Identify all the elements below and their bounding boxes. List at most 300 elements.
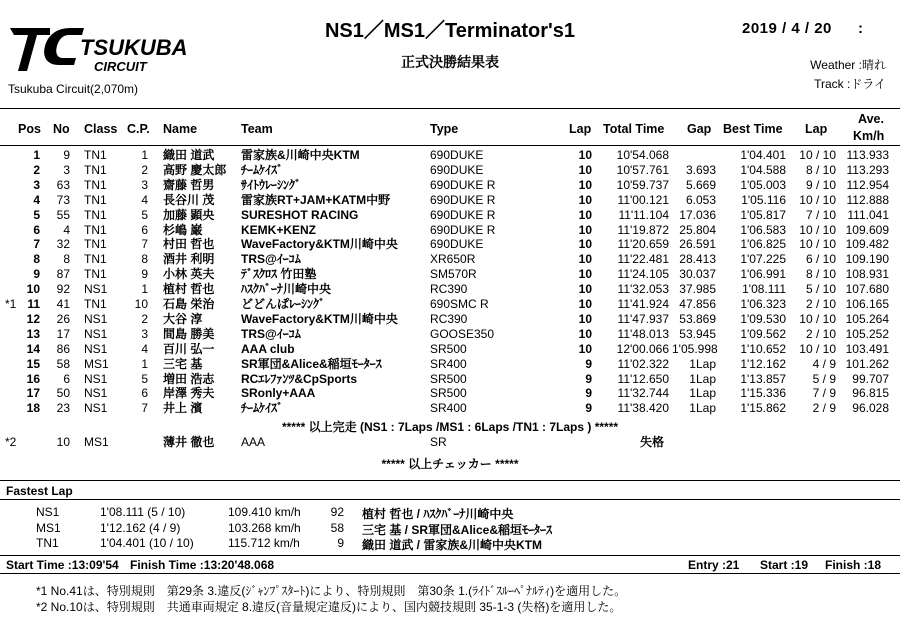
results-table-header	[0, 110, 900, 144]
cell-best: 1'09.562	[740, 326, 786, 341]
cell-name: 加藤 顕央	[163, 207, 215, 222]
cell-gap: 37.985	[679, 282, 716, 297]
cell-blap: 7 / 10	[805, 207, 836, 222]
cell-gap: 25.804	[679, 222, 716, 237]
cell-pos: 2	[33, 162, 40, 177]
fastest-lap-no: 58	[330, 520, 344, 535]
cell-blap: 8 / 10	[805, 267, 836, 282]
cell-lap: 10	[578, 252, 592, 267]
cell-kmh: 111.041	[847, 207, 889, 222]
cell-best: 1'08.111	[742, 282, 786, 297]
cell-gap: 53.945	[679, 326, 716, 341]
disqualified-row	[0, 436, 900, 450]
cell-gap: 5.669	[685, 177, 716, 192]
cell-type: 690DUKE	[430, 237, 484, 252]
footer-bottom-rule	[0, 573, 900, 574]
cell-gap: 6.053	[685, 192, 716, 207]
cell-gap: 26.591	[679, 237, 716, 252]
cell-pos: 14	[26, 341, 40, 356]
cell-cp: 2	[141, 311, 148, 326]
cell-team: ﾁｰﾑｹｲｽﾞ	[241, 162, 284, 177]
cell-best: 1'12.162	[740, 356, 786, 371]
cell-cp: 1	[141, 282, 148, 297]
cell-type: RC390	[430, 282, 468, 297]
cell-total: 11'32.053	[617, 282, 669, 297]
cell-cp: 7	[141, 237, 148, 252]
col-kmh: Km/h	[853, 129, 885, 143]
cell-team: ﾃﾞｽｸﾛｽ 竹田塾	[241, 267, 317, 282]
cell-class: TN1	[84, 148, 107, 162]
cell-lap: 9	[585, 356, 592, 371]
cell-team: 雷家族&川崎中央KTM	[241, 148, 360, 162]
finish-count: Finish :18	[825, 558, 882, 572]
cell-class: TN1	[84, 162, 107, 177]
cell-blap: 10 / 10	[799, 148, 836, 162]
table-row	[0, 253, 900, 267]
table-row	[0, 343, 900, 357]
cell-no: 55	[56, 207, 70, 222]
cell-blap: 10 / 10	[799, 237, 836, 252]
fastest-lap-class: TN1	[36, 536, 59, 550]
cell-type: 690DUKE	[430, 148, 484, 162]
cell-cp: 4	[141, 192, 148, 207]
start-time: Start Time :13:09'54	[6, 558, 119, 572]
cell-gap: 47.856	[679, 297, 716, 311]
fastest-lap-speed: 115.712 km/h	[228, 536, 300, 550]
cell-cp: 5	[141, 371, 148, 386]
cell-type: 690SMC R	[430, 297, 489, 311]
cell-no: 26	[56, 311, 70, 326]
weather-value: 晴れ	[861, 58, 886, 72]
cell-pos: 6	[33, 222, 40, 237]
entry-count: Entry :21	[688, 558, 740, 572]
table-row	[0, 209, 900, 223]
table-row	[0, 298, 900, 312]
cell-team: ﾁｰﾑｹｲｽﾞ	[241, 401, 284, 416]
table-row	[0, 402, 900, 416]
cell-name: 石島 栄治	[163, 297, 215, 311]
col-best-lap: Lap	[805, 122, 828, 136]
cell-team: SRonly+AAA	[241, 386, 316, 401]
cell-best: 1'10.652	[740, 341, 786, 356]
fastest-lap-time: 1'04.401 (10 / 10)	[100, 536, 194, 550]
col-best-time: Best Time	[723, 122, 783, 136]
cell-team: SR軍団&Alice&稲垣ﾓｰﾀｰｽ	[241, 356, 382, 371]
cell-blap: 10 / 10	[799, 341, 836, 356]
table-row	[0, 328, 900, 342]
cell-gap: 28.413	[679, 252, 716, 267]
cell-pos: 16	[26, 371, 40, 386]
cell-pos: 3	[33, 177, 40, 192]
cell-best: 1'15.862	[740, 401, 786, 416]
cell-kmh: 105.252	[845, 326, 889, 341]
cell-cp: 7	[141, 401, 148, 416]
col-cp: C.P.	[127, 122, 150, 136]
cell-lap: 9	[585, 401, 592, 416]
header-bottom-rule	[0, 145, 900, 146]
cell-kmh: 107.680	[845, 282, 889, 297]
cell-type: 690DUKE R	[430, 177, 496, 192]
cell-total: 11'41.924	[617, 297, 669, 311]
cell-kmh: 103.491	[845, 341, 889, 356]
cell-lap: 10	[578, 192, 592, 207]
cell-class: TN1	[84, 297, 107, 311]
dq-no: 10	[56, 435, 70, 449]
cell-type: 690DUKE R	[430, 192, 496, 207]
cell-name: 齋藤 哲男	[163, 177, 215, 192]
cell-team: WaveFactory&KTM川崎中央	[241, 237, 398, 252]
cell-pos: 4	[33, 192, 40, 207]
cell-gap: 1Lap	[689, 401, 716, 416]
cell-blap: 10 / 10	[799, 311, 836, 326]
dq-note: *2	[5, 435, 17, 449]
cell-type: GOOSE350	[430, 326, 495, 341]
table-row	[0, 313, 900, 327]
col-team: Team	[241, 122, 273, 136]
cell-name: 高野 慶太郎	[163, 162, 227, 177]
table-row	[0, 373, 900, 387]
cell-team: ｻｲﾄｳﾚｰｼﾝｸﾞ	[241, 177, 302, 192]
cell-cp: 3	[141, 326, 148, 341]
cell-pos: 1	[33, 148, 40, 162]
cell-type: SM570R	[430, 267, 477, 282]
cell-class: NS1	[84, 386, 108, 401]
cell-cp: 6	[141, 222, 148, 237]
cell-lap: 10	[578, 311, 592, 326]
cell-pos: 18	[26, 401, 40, 416]
cell-no: 58	[56, 356, 70, 371]
cell-best: 1'06.825	[740, 237, 786, 252]
cell-pos: 15	[26, 356, 40, 371]
cell-team: どどんぱﾚｰｼﾝｸﾞ	[241, 297, 326, 311]
cell-note: *1	[5, 297, 17, 311]
cell-lap: 10	[578, 341, 592, 356]
cell-kmh: 106.165	[845, 297, 889, 311]
table-top-rule	[0, 108, 900, 109]
fastest-lap-class: NS1	[36, 505, 60, 519]
cell-lap: 10	[578, 148, 592, 162]
cell-best: 1'04.401	[740, 148, 786, 162]
cell-name: 酒井 利明	[163, 252, 215, 267]
cell-no: 8	[63, 252, 70, 267]
dq-status: 失格	[640, 435, 665, 449]
cell-no: 3	[63, 162, 70, 177]
cell-best: 1'05.116	[741, 192, 786, 207]
cell-pos: 12	[26, 311, 40, 326]
cell-class: NS1	[84, 401, 108, 416]
table-row	[0, 194, 900, 208]
cell-total: 12'00.066	[616, 341, 669, 356]
cell-blap: 2 / 10	[805, 297, 836, 311]
cell-gap: 1Lap	[689, 356, 716, 371]
fastest-lap-top-rule	[0, 480, 900, 481]
cell-class: NS1	[84, 341, 108, 356]
cell-total: 11'19.872	[617, 222, 669, 237]
track-label: Track :	[814, 77, 851, 91]
col-total-time: Total Time	[603, 122, 665, 136]
footer-top-rule	[0, 555, 900, 556]
cell-lap: 9	[585, 371, 592, 386]
cell-class: TN1	[84, 237, 107, 252]
logo-wordmark: TSUKUBA	[80, 35, 188, 60]
time-separator: :	[858, 20, 863, 37]
cell-kmh: 109.482	[845, 237, 889, 252]
cell-team: ﾊｽｸﾊﾞｰﾅ川崎中央	[241, 282, 332, 297]
table-row	[0, 387, 900, 401]
cell-gap: 17.036	[679, 207, 716, 222]
col-name: Name	[163, 122, 198, 136]
cell-total: 10'54.068	[616, 148, 669, 162]
cell-pos: 13	[26, 326, 40, 341]
cell-gap: 53.869	[679, 311, 716, 326]
cell-class: TN1	[84, 192, 107, 207]
cell-blap: 7 / 9	[812, 386, 836, 401]
cell-best: 1'07.225	[740, 252, 786, 267]
cell-cp: 9	[141, 267, 148, 282]
cell-total: 11'12.650	[617, 371, 669, 386]
cell-best: 1'04.588	[740, 162, 786, 177]
cell-gap: 1'05.998	[672, 341, 718, 356]
cell-kmh: 112.888	[846, 192, 889, 207]
cell-name: 大谷 淳	[163, 311, 203, 326]
dq-class: MS1	[84, 435, 109, 449]
table-row	[0, 358, 900, 372]
cell-kmh: 109.190	[845, 252, 889, 267]
cell-total: 11'38.420	[617, 401, 669, 416]
cell-best: 1'06.323	[740, 297, 786, 311]
cell-blap: 8 / 10	[805, 162, 836, 177]
cell-type: SR500	[430, 371, 467, 386]
cell-name: 三宅 基	[163, 356, 203, 371]
fastest-lap-no: 92	[330, 505, 344, 519]
cell-blap: 2 / 10	[805, 326, 836, 341]
cell-best: 1'06.583	[740, 222, 786, 237]
cell-gap: 1Lap	[689, 386, 716, 401]
cell-blap: 4 / 9	[812, 356, 836, 371]
race-date: 2019 / 4 / 20	[742, 20, 832, 37]
cell-class: TN1	[84, 207, 107, 222]
col-gap: Gap	[687, 122, 712, 136]
cell-class: TN1	[84, 177, 107, 192]
cell-class: MS1	[84, 356, 109, 371]
cell-no: 63	[56, 177, 70, 192]
cell-class: NS1	[84, 371, 108, 386]
fastest-lap-row	[0, 536, 900, 551]
cell-best: 1'05.817	[740, 207, 786, 222]
cell-name: 杉嶋 巌	[163, 222, 203, 237]
cell-name: 岸澤 秀夫	[163, 386, 215, 401]
cell-blap: 5 / 9	[812, 371, 836, 386]
fastest-lap-no: 9	[337, 536, 344, 550]
cell-team: SURESHOT RACING	[241, 207, 359, 222]
col-no: No	[53, 122, 70, 136]
cell-class: NS1	[84, 311, 108, 326]
cell-lap: 10	[578, 222, 592, 237]
fastest-lap-title: Fastest Lap	[6, 484, 73, 498]
table-row	[0, 238, 900, 252]
cell-pos: 10	[26, 282, 40, 297]
cell-type: SR500	[430, 386, 467, 401]
note-1: *1 No.41は、特別規則 第29条 3.違反(ｼﾞｬﾝﾌﾟｽﾀｰﾄ)により、特別規則 第30条 1.(ﾗｲﾄﾞｽﾙｰﾍﾟﾅﾙﾃｨ)を適用した。	[36, 584, 627, 598]
completion-note: ***** 以上完走 (NS1 : 7Laps /MS1 : 6Laps /TN1 : 7Laps ) *****	[281, 420, 619, 434]
cell-type: 690DUKE	[430, 162, 484, 177]
weather-info	[810, 56, 886, 73]
start-count: Start :19	[760, 558, 809, 572]
cell-pos: 17	[26, 386, 40, 401]
fastest-lap-row	[0, 505, 900, 520]
cell-no: 23	[56, 401, 70, 416]
dq-name: 薄井 徹也	[163, 435, 215, 449]
cell-pos: 7	[33, 237, 40, 252]
cell-lap: 10	[578, 162, 592, 177]
cell-type: XR650R	[430, 252, 476, 267]
cell-pos: 5	[33, 207, 40, 222]
cell-no: 17	[56, 326, 70, 341]
cell-no: 4	[63, 222, 70, 237]
fastest-lap-rider: 三宅 基 / SR軍団&Alice&稲垣ﾓｰﾀｰｽ	[362, 522, 553, 537]
fastest-lap-rider: 織田 道武 / 雷家族&川崎中央KTM	[362, 538, 542, 552]
cell-no: 92	[56, 282, 70, 297]
cell-team: TRS@ｲｰｺﾑ	[241, 252, 301, 267]
race-footer	[0, 558, 900, 573]
cell-kmh: 112.954	[846, 177, 889, 192]
fastest-lap-speed: 109.410 km/h	[228, 505, 301, 519]
cell-cp: 1	[141, 356, 148, 371]
cell-blap: 10 / 10	[799, 222, 836, 237]
cell-total: 11'32.744	[617, 386, 669, 401]
venue: Tsukuba Circuit(2,070m)	[8, 82, 139, 96]
cell-no: 87	[56, 267, 70, 282]
cell-total: 11'20.659	[617, 237, 669, 252]
cell-kmh: 109.609	[845, 222, 889, 237]
table-row	[0, 224, 900, 238]
cell-cp: 8	[141, 252, 148, 267]
col-lap: Lap	[569, 122, 592, 136]
cell-name: 井上 濱	[163, 401, 203, 416]
cell-blap: 10 / 10	[799, 192, 836, 207]
cell-class: TN1	[84, 222, 107, 237]
cell-lap: 10	[578, 326, 592, 341]
fastest-lap-class: MS1	[36, 520, 61, 535]
cell-no: 50	[56, 386, 70, 401]
cell-lap: 10	[578, 207, 592, 222]
fastest-lap-rider: 植村 哲也 / ﾊｽｸﾊﾞｰﾅ川崎中央	[362, 507, 514, 521]
cell-cp: 10	[134, 297, 148, 311]
cell-pos: 11	[27, 297, 40, 311]
col-ave: Ave.	[858, 112, 884, 126]
cell-team: KEMK+KENZ	[241, 222, 317, 237]
cell-no: 6	[63, 371, 70, 386]
cell-total: 11'47.937	[617, 311, 669, 326]
cell-pos: 9	[33, 267, 40, 282]
logo-subtitle: CIRCUIT	[94, 59, 147, 74]
cell-gap: 1Lap	[689, 371, 716, 386]
dq-team: AAA	[241, 435, 266, 449]
cell-lap: 10	[578, 177, 592, 192]
fastest-lap-time: 1'12.162 (4 / 9)	[100, 520, 181, 535]
cell-name: 織田 道武	[163, 148, 215, 162]
cell-class: NS1	[84, 326, 108, 341]
cell-cp: 6	[141, 386, 148, 401]
cell-kmh: 96.028	[852, 401, 889, 416]
cell-type: SR500	[430, 341, 467, 356]
cell-type: 690DUKE R	[430, 222, 496, 237]
cell-kmh: 96.815	[852, 386, 889, 401]
cell-class: NS1	[84, 282, 108, 297]
cell-total: 11'00.121	[617, 192, 669, 207]
cell-team: 雷家族RT+JAM+KATM中野	[241, 192, 391, 207]
cell-lap: 10	[578, 267, 592, 282]
cell-best: 1'15.336	[740, 386, 786, 401]
cell-no: 9	[63, 148, 70, 162]
checker-note: ***** 以上チェッカー *****	[381, 457, 519, 471]
cell-cp: 5	[141, 207, 148, 222]
cell-total: 11'02.322	[617, 356, 669, 371]
cell-kmh: 101.262	[845, 356, 889, 371]
cell-cp: 3	[141, 177, 148, 192]
cell-team: RCｴﾚﾌｧﾝﾂ&CpSports	[241, 371, 357, 386]
cell-lap: 10	[578, 237, 592, 252]
note-2: *2 No.10は、特別規則 共通車両規定 8.違反(音量規定違反)により、国内競技規則 35-1-3 (失格)を適用した。	[36, 600, 622, 614]
cell-gap: 3.693	[685, 162, 716, 177]
cell-blap: 5 / 10	[805, 282, 836, 297]
table-row	[0, 164, 900, 178]
col-pos: Pos	[18, 122, 41, 136]
table-row	[0, 179, 900, 193]
cell-class: TN1	[84, 267, 107, 282]
document-subtitle: 正式決勝結果表	[401, 54, 499, 70]
cell-best: 1'13.857	[740, 371, 786, 386]
cell-total: 10'59.737	[616, 177, 669, 192]
cell-type: SR400	[430, 401, 467, 416]
cell-name: 増田 浩志	[163, 371, 215, 386]
cell-lap: 10	[578, 297, 592, 311]
cell-no: 32	[56, 237, 70, 252]
cell-total: 11'24.105	[617, 267, 669, 282]
weather-label: Weather :	[810, 58, 862, 72]
cell-total: 11'22.481	[617, 252, 669, 267]
cell-no: 86	[56, 341, 70, 356]
cell-type: SR400	[430, 356, 467, 371]
dq-type: SR	[430, 435, 447, 449]
cell-cp: 1	[141, 148, 148, 162]
track-value: ドライ	[850, 77, 886, 91]
cell-class: TN1	[84, 252, 107, 267]
fastest-lap-speed: 103.268 km/h	[228, 520, 301, 535]
cell-blap: 9 / 10	[805, 177, 836, 192]
cell-team: WaveFactory&KTM川崎中央	[241, 311, 398, 326]
cell-cp: 2	[141, 162, 148, 177]
fastest-lap-title-rule	[0, 499, 900, 500]
cell-name: 植村 哲也	[163, 282, 215, 297]
cell-total: 10'57.761	[616, 162, 669, 177]
cell-name: 間島 勝美	[163, 326, 215, 341]
cell-kmh: 108.931	[845, 267, 889, 282]
cell-best: 1'09.530	[740, 311, 786, 326]
col-class: Class	[84, 122, 118, 136]
track-info	[814, 75, 886, 92]
col-type: Type	[430, 122, 459, 136]
cell-no: 41	[56, 297, 70, 311]
cell-kmh: 113.293	[846, 162, 889, 177]
fastest-lap-row	[0, 521, 900, 536]
cell-name: 村田 哲也	[163, 237, 215, 252]
fastest-lap-time: 1'08.111 (5 / 10)	[100, 505, 186, 519]
cell-name: 長谷川 茂	[163, 192, 215, 207]
cell-team: TRS@ｲｰｺﾑ	[241, 326, 301, 341]
table-row	[0, 149, 900, 163]
cell-blap: 2 / 9	[812, 401, 836, 416]
